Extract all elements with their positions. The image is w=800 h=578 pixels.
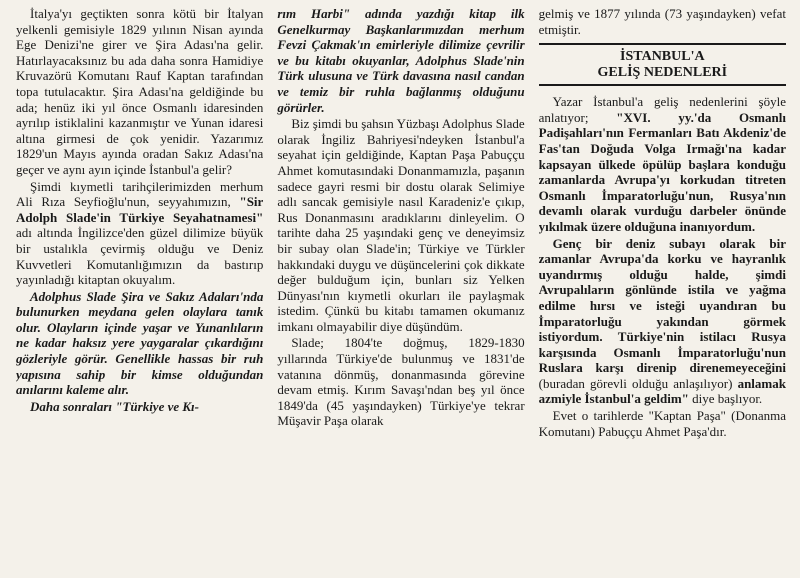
paragraph-text: gelmiş ve 1877 yılında (73 yaşındayken) vefat etmiştir. xyxy=(538,6,786,37)
paragraph xyxy=(277,335,524,429)
book-title: "Sir Adolph Slade'in Türkiye Seyahatnamesi" xyxy=(16,194,264,225)
paragraph xyxy=(539,6,786,37)
paragraph-text: Adolphus Slade Şira ve Sakız Adaları'nda bulunurken meydana gelen olaylara tanık olur. Olayların içinde yaşar ve Yunanlıların ne kadar haksız yere yaygaralar çıkardığını gözleriyle görür. Genellikle hassas bir ruh yapısına sahip bir kimse olduğundan anılarını kaleme alır. xyxy=(16,288,264,398)
paragraph-text: Şimdi kıymetli tarihçilerimizden merhum Ali Rıza Seyfioğlu'nun, seyyahımızın, xyxy=(16,178,264,210)
paragraph xyxy=(16,6,263,178)
paragraph xyxy=(277,116,524,334)
column-1 xyxy=(16,6,263,578)
paragraph-emphasis xyxy=(16,289,263,398)
column-3 xyxy=(539,6,786,578)
paragraph-text: Biz şimdi bu şahsın Yüzbaşı Adolphus Slade olarak İngiliz Bahriyesi'ndeyken İstanbul'a seyahat için geldiğinde, Kaptan Paşa Pabuççu Ahmet komutasındaki Donanmamızla, paşanın sadece gayri resmi bir dostu olarak Selimiye adlı sancak gemisiyle nasıl Karadeniz'e çıkıp, Rus Donanmasını aradıklarını dinleyelim. O tarihte daha 25 yaşındaki genç ve deneyimsiz bir subay olan Slade'in; Türkiye ve Türkler hakkındaki duygu ve düşüncelerini çok dikkate değer bulduğum için, bunları siz Yelken Dünyası'nın kıymetli okurları ile paylaşmak istedim. Çünkü bu kitabı tamamen okumanız imkanı olmayabilir diye düşündüm. xyxy=(277,116,525,334)
paragraph-text: Daha sonraları xyxy=(30,398,116,414)
paragraph-emphasis xyxy=(277,6,524,115)
parenthetical-text: (buradan görevli olduğu anlaşılıyor) xyxy=(538,375,738,391)
quote-text: "XVI. yy.'da Osmanlı Padişahları'nın Fermanları Batı Akdeniz'de Fas'tan Doğuda Volga Irmağı'na kadar kapsayan ülkede öpülüp başlara konduğu zamanlarda Avrupa'yı korkudan titreten Osmanlı İmparatorluğu'nun, Rusya'nın devamlı olarak vurduğu darbeler önünde yıkılmak üzere olduğuna inanıyordum. xyxy=(538,109,786,234)
section-heading-line: İSTANBUL'A xyxy=(620,49,705,65)
section-heading-line: GELİŞ NEDENLERİ xyxy=(597,65,728,81)
section-heading xyxy=(539,43,786,86)
paragraph xyxy=(16,179,263,288)
paragraph-text: diye başlıyor. xyxy=(688,391,763,407)
quote-text: anlamak azmiyle İstanbul'a geldim" xyxy=(538,375,786,407)
paragraph-text: rım Harbi" adında yazdığı kitap ilk Genelkurmay Başkanlarımızdan merhum Fevzi Çakmak'ın emirleriyle dilimize çevrilir ve bu kitabı okuyanlar, Adolphus Slade'nin Türk ulusuna ve Türk davasına nasıl candan ve temiz bir ruhla bağlanmış olduğunu görürler. xyxy=(277,6,525,115)
quote-text: Genç bir deniz subayı olarak bir zamanlar Avrupa'da korku ve hayranlık uyandırmış olduğu halde, şimdi Avrupalıların gönlünde istila ve yağma edilme hırsı ve isteği uyandıran bu İmparatorluğu yakından görmek istiyordum. Türkiye'nin istilacı Rusya karşısında Osmanlı İmparatorluğu'nun Ruslara karşı direnip direnemeyeceğini xyxy=(538,235,786,376)
book-title: "Türkiye ve Kı- xyxy=(115,398,200,414)
paragraph xyxy=(539,408,786,439)
paragraph-text: Evet o tarihlerde "Kaptan Paşa" (Donanma Komutanı) Pabuççu Ahmet Paşa'dır. xyxy=(538,408,786,439)
paragraph-text: Slade; 1804'te doğmuş, 1829-1830 yıllarında Türkiye'de bulunmuş ve 1831'de vatanına dönmüş, donanmasında görevine devam etmiş. Kırım Savaşı'ndan beş yıl önce 1849'da (45 yaşındayken) Türkiye'ye tekrar Müşavir Paşa olarak xyxy=(277,335,525,429)
column-2 xyxy=(277,6,524,578)
paragraph xyxy=(539,94,786,234)
paragraph-text: İtalya'yı geçtikten sonra kötü bir İtalyan yelkenli gemisiyle 1829 yılının Nisan ayında Ege Denizi'ne girer ve Şira Adası'na gelir. Hatırlayacaksınız bu ada daha sonra Hamidiye Kruvazörü Komutanı Rauf Kaptan tarafından topa tutulacaktır. Şira Adası'na geldiğinde bu ada; henüz iki yıl önce Osmanlı idaresinden ayrılıp istiklalini kazanmıştır ve Yunan idaresi altına girmesi de çok yenidir. Yazarımız 1829'un Mayıs ayında oradan Sakız Adası'na geçer ve aynı ayın içinde İstanbul'a gelir? xyxy=(16,6,264,177)
paragraph xyxy=(539,236,786,408)
paragraph xyxy=(16,399,263,415)
paragraph-text: adı altında İngilizce'den güzel dilimize büyük bir ustalıkla çevirmiş olduğu ve Deniz Kuvvetleri Komutanlığımızın da bastırıp yayınladığı kitaptan okuyalım. xyxy=(16,225,264,288)
paragraph-text: Yazar İstanbul'a geliş nedenlerini şöyle anlatıyor; xyxy=(538,94,786,125)
